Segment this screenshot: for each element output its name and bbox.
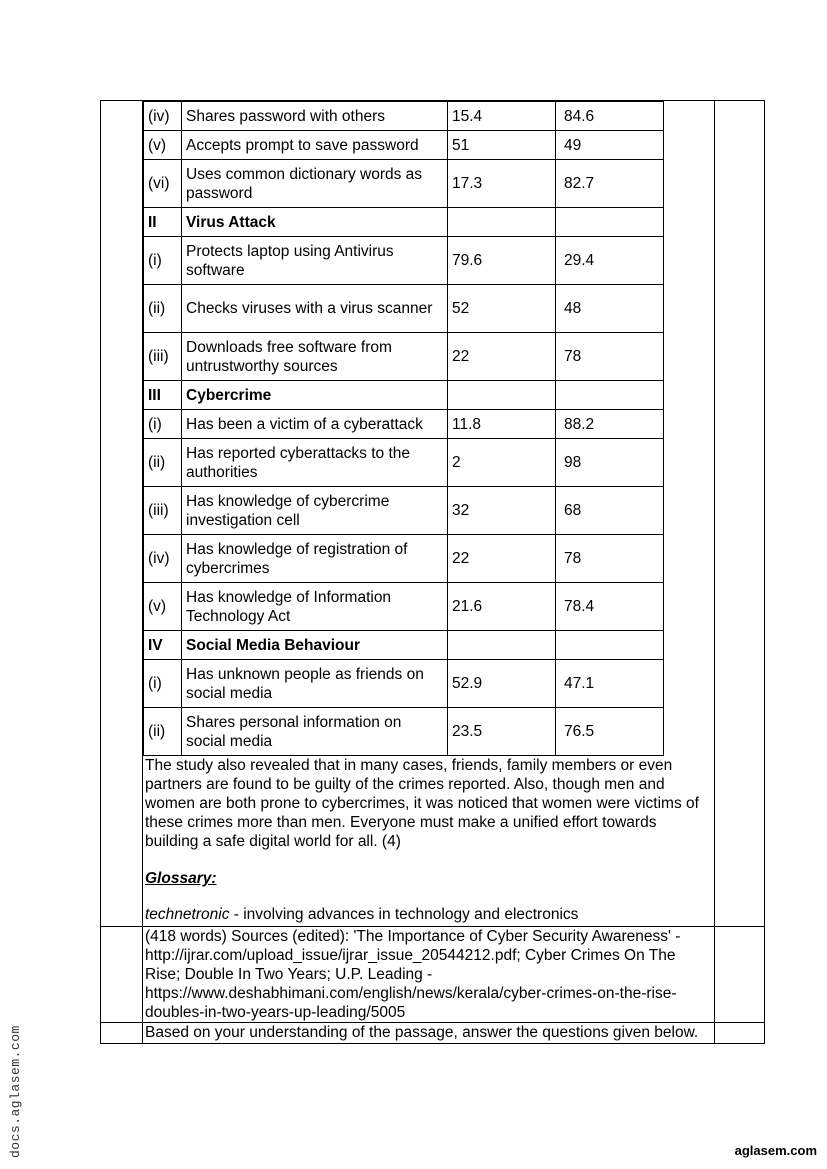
row-number: (ii) [144, 439, 182, 487]
passage-paragraph: The study also revealed that in many cases, friends, family members or even partners are found to be guilty of the crimes reported. Also, though men and women are both prone to cybercrimes, it was noticed that women were victims of these crimes more than men. Everyone must make a unified effort towards building a safe digital world for all. (4) [145, 757, 699, 850]
table-row [144, 487, 664, 535]
row-description: Has knowledge of registration of cybercrimes [182, 535, 448, 583]
row-value-2 [556, 631, 664, 660]
row-number: (iii) [144, 333, 182, 381]
table-row [144, 285, 664, 333]
table-row [144, 333, 664, 381]
row-description: Virus Attack [182, 208, 448, 237]
row-value-1 [448, 381, 556, 410]
table-row [144, 660, 664, 708]
row-value-2: 48 [556, 285, 664, 333]
row-description: Social Media Behaviour [182, 631, 448, 660]
row-number: (i) [144, 410, 182, 439]
row-value-2: 82.7 [556, 160, 664, 208]
row-number: (v) [144, 583, 182, 631]
sources-text: (418 words) Sources (edited): 'The Importance of Cyber Security Awareness' - http://ijrar.com/upload_issue/ijrar_issue_20544212.pdf; Cyber Crimes On The Rise; Double In Two Years; U.P. Leading - https://www.deshabhimani.com/english/news/kerala/cyber-crimes-on-the-rise-doubles-in-two-years-up-leading/5005 [145, 928, 681, 1021]
row-description: Shares password with others [182, 102, 448, 131]
sources-row [101, 927, 765, 1023]
instruction-row [101, 1023, 765, 1044]
glossary-definition: - involving advances in technology and electronics [229, 906, 579, 923]
row-number: (ii) [144, 285, 182, 333]
table-row [144, 160, 664, 208]
number-cell [101, 101, 143, 927]
row-value-1: 2 [448, 439, 556, 487]
row-value-1 [448, 208, 556, 237]
table-row [144, 102, 664, 131]
row-description: Shares personal information on social media [182, 708, 448, 756]
table-row [144, 708, 664, 756]
glossary-entry [143, 905, 714, 924]
row-number: (i) [144, 237, 182, 285]
row-description: Uses common dictionary words as password [182, 160, 448, 208]
section-header-row [144, 208, 664, 237]
row-number: (iv) [144, 102, 182, 131]
row-description: Protects laptop using Antivirus software [182, 237, 448, 285]
row-value-1: 17.3 [448, 160, 556, 208]
table-row [144, 439, 664, 487]
row-number: (i) [144, 660, 182, 708]
row-value-2: 76.5 [556, 708, 664, 756]
glossary-term: technetronic [145, 906, 230, 923]
row-description: Checks viruses with a virus scanner [182, 285, 448, 333]
row-value-1: 52 [448, 285, 556, 333]
row-description: Downloads free software from untrustworthy sources [182, 333, 448, 381]
row-value-2: 47.1 [556, 660, 664, 708]
row-value-2: 98 [556, 439, 664, 487]
table-row [144, 237, 664, 285]
row-description: Has knowledge of cybercrime investigation cell [182, 487, 448, 535]
row-number: II [144, 208, 182, 237]
row-value-2: 49 [556, 131, 664, 160]
row-value-1: 22 [448, 535, 556, 583]
table-row [144, 131, 664, 160]
row-value-2: 78 [556, 535, 664, 583]
row-value-1: 23.5 [448, 708, 556, 756]
row-value-1 [448, 631, 556, 660]
row-value-1: 79.6 [448, 237, 556, 285]
row-value-1: 32 [448, 487, 556, 535]
side-watermark: docs.aglasem.com [8, 1025, 23, 1158]
survey-table [143, 101, 664, 756]
row-value-2 [556, 381, 664, 410]
row-description: Cybercrime [182, 381, 448, 410]
row-value-1: 22 [448, 333, 556, 381]
row-value-2: 78.4 [556, 583, 664, 631]
table-row [144, 583, 664, 631]
row-description: Has been a victim of a cyberattack [182, 410, 448, 439]
row-description: Has knowledge of Information Technology Act [182, 583, 448, 631]
row-description: Has reported cyberattacks to the authorities [182, 439, 448, 487]
question-frame [100, 100, 765, 1044]
row-value-1: 11.8 [448, 410, 556, 439]
footer-brand: aglasem.com [734, 1143, 817, 1158]
passage-row [101, 101, 765, 927]
row-number: III [144, 381, 182, 410]
row-description: Accepts prompt to save password [182, 131, 448, 160]
marks-cell [715, 101, 765, 927]
instruction-text: Based on your understanding of the passage, answer the questions given below. [145, 1024, 699, 1041]
row-value-2: 68 [556, 487, 664, 535]
section-header-row [144, 381, 664, 410]
row-value-2: 78 [556, 333, 664, 381]
row-number: (iv) [144, 535, 182, 583]
passage-cell [143, 101, 715, 927]
row-value-2: 29.4 [556, 237, 664, 285]
row-value-1: 15.4 [448, 102, 556, 131]
glossary-heading: Glossary: [145, 870, 217, 887]
row-description: Has unknown people as friends on social media [182, 660, 448, 708]
row-number: (v) [144, 131, 182, 160]
row-number: (vi) [144, 160, 182, 208]
row-number: (ii) [144, 708, 182, 756]
row-value-1: 51 [448, 131, 556, 160]
row-value-1: 52.9 [448, 660, 556, 708]
row-value-2: 84.6 [556, 102, 664, 131]
section-header-row [144, 631, 664, 660]
row-value-2: 88.2 [556, 410, 664, 439]
table-row [144, 410, 664, 439]
row-number: IV [144, 631, 182, 660]
row-number: (iii) [144, 487, 182, 535]
row-value-1: 21.6 [448, 583, 556, 631]
row-value-2 [556, 208, 664, 237]
table-row [144, 535, 664, 583]
